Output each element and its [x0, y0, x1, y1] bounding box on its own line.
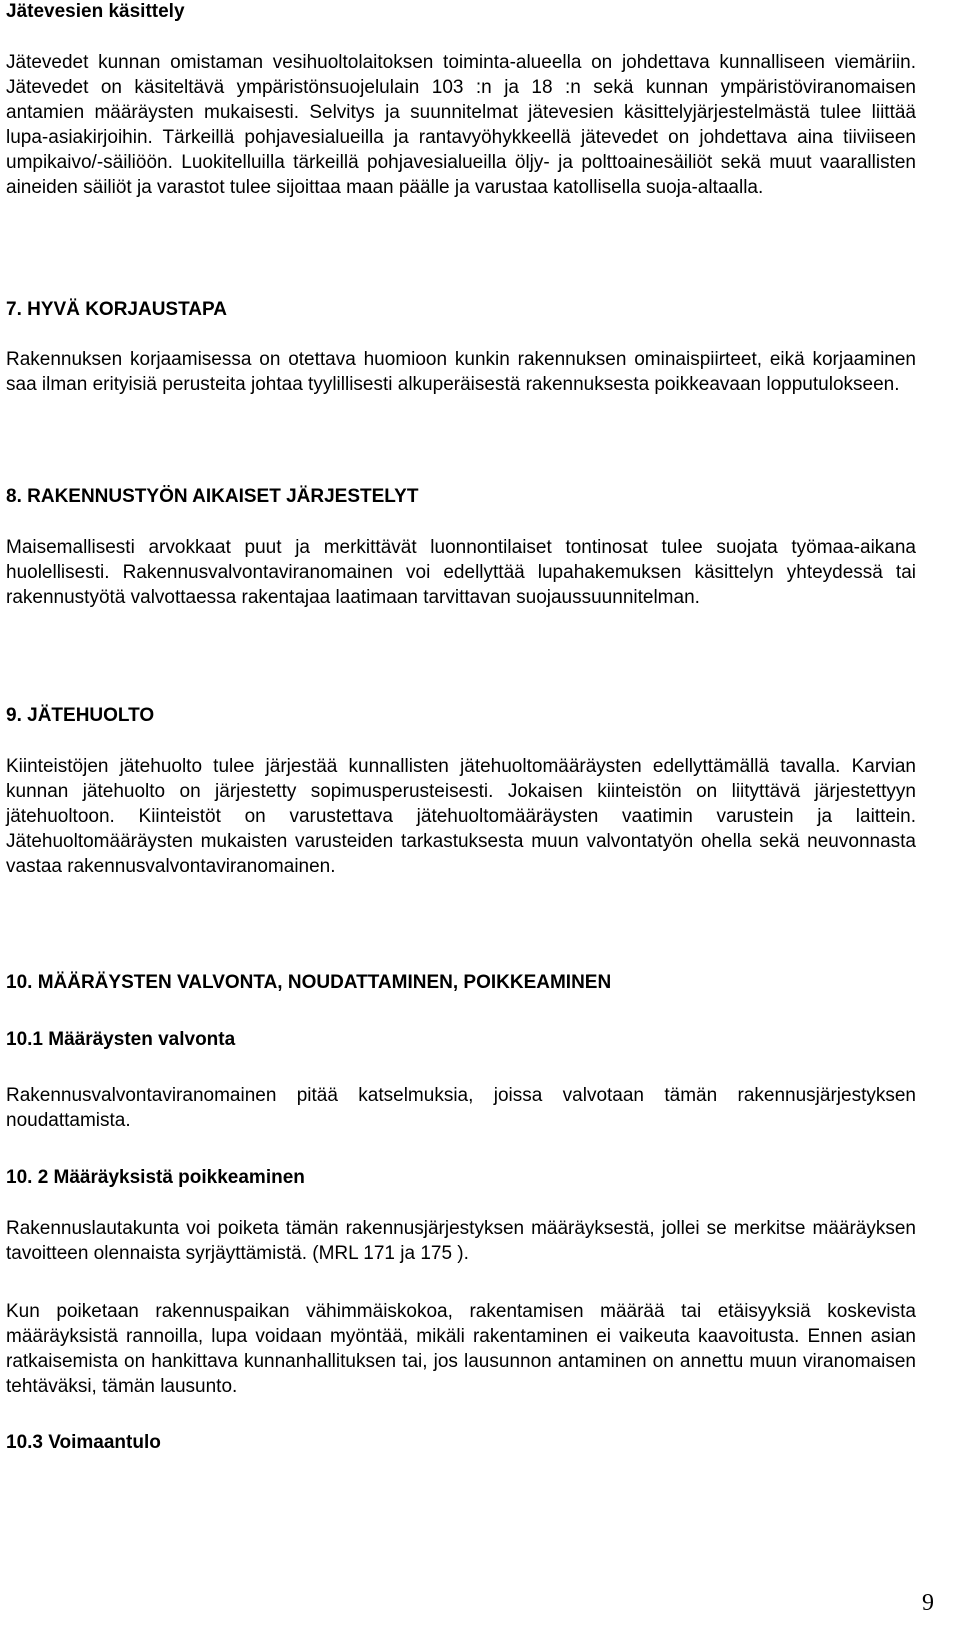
paragraph-7: Rakennuksen korjaamisessa on otettava huomioon kunkin rakennuksen ominaispiirteet, eikä korjaaminen saa ilman erityisiä perusteita johtaa tyylillisesti alkuperäisestä rakennuksesta poikkeavaan lopputulokseen.	[6, 349, 916, 395]
paragraph-wastewater: Jätevedet kunnan omistaman vesihuoltolaitoksen toiminta-alueella on johdettava kunnalliseen viemäriin. Jätevedet on käsiteltävä ympäristönsuojelulain 103 :n ja 18 :n sekä kunnan ympäristöviranomaisen antamien määräysten mukaisesti. Selvitys ja suunnitelmat jätevesien käsittelyjärjestelmästä tulee liittää lupa-asiakirjoihin. Tärkeillä pohjavesialueilla ja rantavyöhykkeellä jätevedet on johdettava aina tiiviiseen umpikaivo/-säiliöön. Luokitelluilla tärkeillä pohjavesialueilla öljy- ja polttoainesäiliöt sekä muut vaarallisten aineiden säiliöt ja varastot tulee sijoittaa maan päälle ja varustaa katollisella suoja-altaalla.	[6, 52, 916, 198]
section-title-wastewater: Jätevesien käsittely	[6, 1, 185, 22]
subsection-title-10-1: 10.1 Määräysten valvonta	[6, 1029, 236, 1050]
section-title-9: 9. JÄTEHUOLTO	[6, 705, 155, 726]
page-number: 9	[922, 1590, 934, 1616]
paragraph-10-2-b: Kun poiketaan rakennuspaikan vähimmäiskokoa, rakentamisen määrää tai etäisyyksiä koskevista määräyksistä rannoilla, lupa voidaan myöntää, mikäli rakentaminen ei vaikeuta kaavoitusta. Ennen asian ratkaisemista on hankittava kunnanhallituksen tai, jos lausunnon antaminen on annettu muun viranomaisen tehtäväksi, tämän lausunto.	[6, 1301, 916, 1397]
section-title-10: 10. MÄÄRÄYSTEN VALVONTA, NOUDATTAMINEN, POIKKEAMINEN	[6, 972, 612, 993]
paragraph-10-1: Rakennusvalvontaviranomainen pitää katselmuksia, joissa valvotaan tämän rakennusjärjestyksen noudattamista.	[6, 1085, 916, 1131]
paragraph-10-2-a: Rakennuslautakunta voi poiketa tämän rakennusjärjestyksen määräyksestä, jollei se merkitse määräyksen tavoitteen olennaista syrjäyttämistä. (MRL 171 ja 175 ).	[6, 1218, 916, 1264]
section-title-8: 8. RAKENNUSTYÖN AIKAISET JÄRJESTELYT	[6, 486, 419, 507]
section-title-7: 7. HYVÄ KORJAUSTAPA	[6, 299, 227, 320]
subsection-title-10-3: 10.3 Voimaantulo	[6, 1432, 161, 1453]
subsection-title-10-2: 10. 2 Määräyksistä poikkeaminen	[6, 1167, 305, 1188]
paragraph-9: Kiinteistöjen jätehuolto tulee järjestää kunnallisten jätehuoltomääräysten edellyttämällä tavalla. Karvian kunnan jätehuolto on järjestetty sopimusperusteisesti. Jokaisen kiinteistön on liityttävä järjestettyyn jätehuoltoon. Kiinteistöt on varustettava jätehuoltomääräysten vaatimin varustein ja laittein. Jätehuoltomääräysten mukaisten varusteiden tarkastuksesta muun valvontatyön ohella sekä neuvonnasta vastaa rakennusvalvontaviranomainen.	[6, 756, 916, 877]
paragraph-8: Maisemallisesti arvokkaat puut ja merkittävät luonnontilaiset tontinosat tulee suojata työmaa-aikana huolellisesti. Rakennusvalvontaviranomainen voi edellyttää lupahakemuksen käsittelyn yhteydessä tai rakennustyötä valvottaessa rakentajaa laatimaan tarvittavan suojaussuunnitelman.	[6, 537, 916, 608]
